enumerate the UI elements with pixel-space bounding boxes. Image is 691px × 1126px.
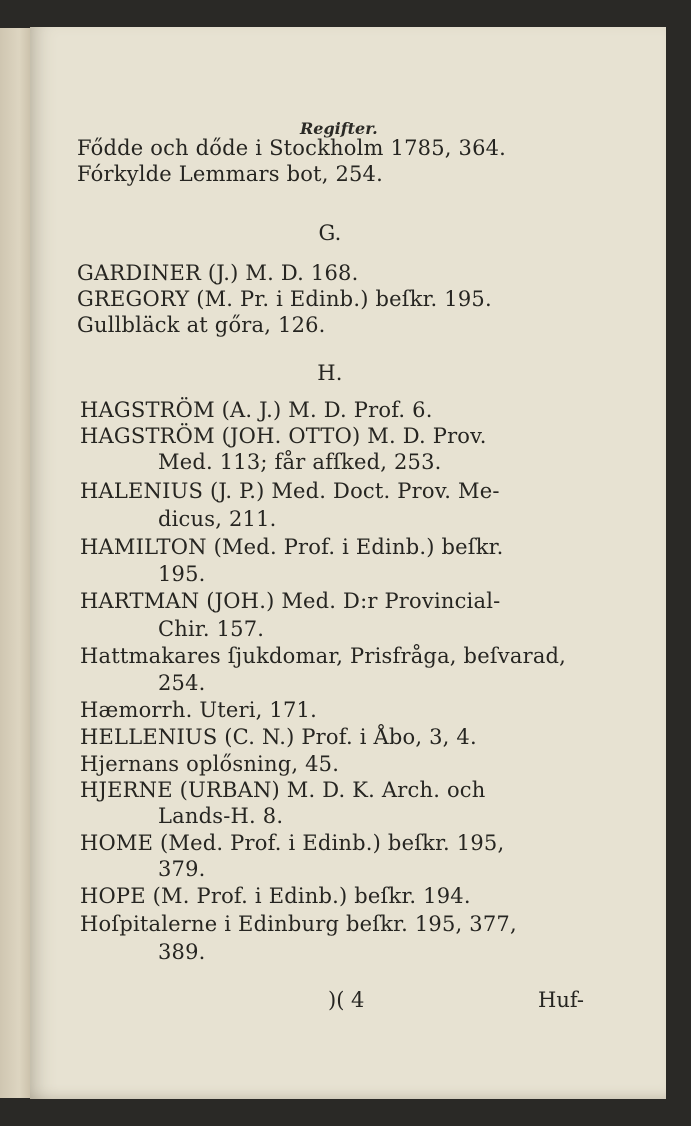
index-line: GREGORY (M. Pr. i Edinb.) beſkr. 195. [77, 287, 492, 311]
index-line: HAGSTRÖM (JOH. OTTO) M. D. Prov. [80, 424, 487, 448]
index-line: Hoſpitalerne i Edinburg beſkr. 195, 377, [80, 912, 517, 936]
index-line: Lands-H. 8. [158, 804, 284, 828]
index-line: HELLENIUS (C. N.) Prof. i Åbo, 3, 4. [80, 725, 477, 749]
book-gutter [0, 28, 32, 1098]
index-line: HAGSTRÖM (A. J.) M. D. Prof. 6. [80, 398, 433, 422]
index-line: Hjernans oplősning, 45. [80, 752, 340, 776]
index-line: dicus, 211. [158, 507, 277, 531]
index-line: GARDINER (J.) M. D. 168. [77, 261, 359, 285]
index-line: HAMILTON (Med. Prof. i Edinb.) beſkr. [80, 535, 504, 559]
index-line: 254. [158, 671, 206, 695]
index-line: HOPE (M. Prof. i Edinb.) beſkr. 194. [80, 884, 471, 908]
signature-mark: )( 4 [328, 988, 365, 1012]
catchword: Huf- [538, 988, 584, 1012]
index-line: Chir. 157. [158, 617, 265, 641]
index-line: 389. [158, 940, 206, 964]
index-line: HALENIUS (J. P.) Med. Doct. Prov. Me- [80, 479, 500, 503]
index-line: HJERNE (URBAN) M. D. K. Arch. och [80, 778, 486, 802]
book-page [30, 27, 666, 1099]
index-line: Med. 113; får afſked, 253. [158, 450, 442, 474]
index-line: HOME (Med. Prof. i Edinb.) beſkr. 195, [80, 831, 505, 855]
index-line: HARTMAN (JOH.) Med. D:r Provincial- [80, 589, 501, 613]
index-line: Hæmorrh. Uteri, 171. [80, 698, 317, 722]
section-letter: H. [317, 361, 343, 385]
index-line: Gullbläck at gőra, 126. [77, 313, 326, 337]
section-letter: G. [318, 221, 342, 245]
index-line: 379. [158, 857, 206, 881]
index-line: 195. [158, 562, 206, 586]
index-line: Fődde och dőde i Stockholm 1785, 364. [77, 136, 507, 160]
index-line: Hattmakares ſjukdomar, Prisfråga, beſvarad, [80, 644, 567, 668]
running-header: Regifter. [300, 119, 378, 138]
index-line: Fórkylde Lemmars bot, 254. [77, 162, 383, 186]
